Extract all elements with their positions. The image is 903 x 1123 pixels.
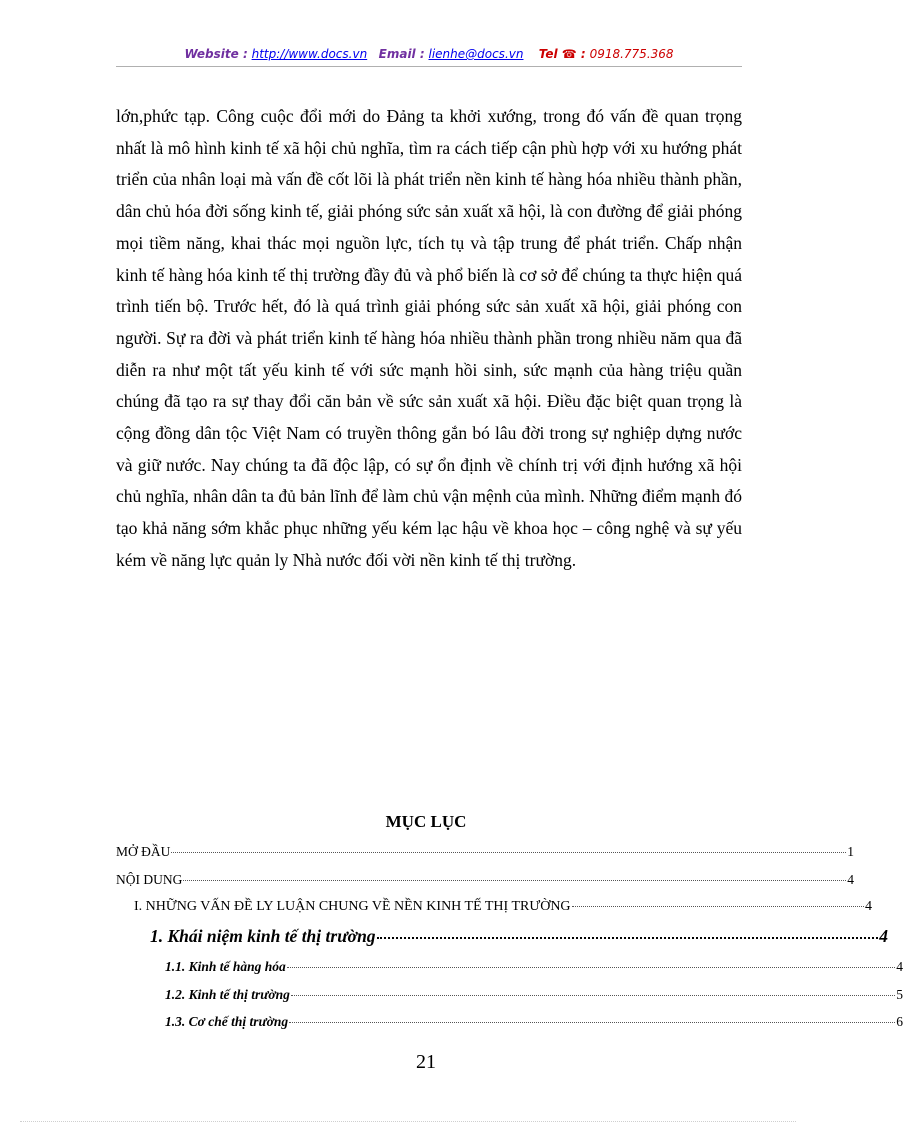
toc-entry-page: 5 (896, 987, 903, 1002)
toc-entry-label: 1. Khái niệm kinh tế thị trường (150, 926, 376, 946)
email-label: Email : (378, 47, 425, 61)
page-number: 21 (416, 1051, 436, 1073)
toc-entry-label: MỞ ĐẦU (116, 844, 171, 859)
body-paragraph: lớn,phức tạp. Công cuộc đổi mới do Đảng ta khởi xướng, trong đó vấn đề quan trọng nhất là mô hình kinh tế xã hội chủ nghĩa, tìm ra cách tiếp cận phù hợp với xu hướng phát triển của nhân loại mà vấn đề cốt lõi là phát triển nền kinh tế hàng hóa nhiều thành phần, dân chủ hóa đời sống kinh tế, giải phóng sức sản xuất xã hội, là con đường để giải phóng mọi tiềm năng, khai thác mọi nguồn lực, tích tụ và tập trung để phát triển. Chấp nhận kinh tế hàng hóa kinh tế thị trường đầy đủ và phổ biến là cơ sở để chúng ta thực hiện quá trình tiến bộ. Trước hết, đó là quá trình giải phóng sức sản xuất xã hội, giải phóng con người. Sự ra đời và phát triển kinh tế hàng hóa nhiều thành phần trong nhiều năm qua đã diễn ra như một tất yếu kinh tế với sức mạnh hồi sinh, sức mạnh của hàng triệu quần chúng đã tạo ra sự thay đổi căn bản về sức sản xuất xã hội. Điều đặc biệt quan trọng là cộng đồng dân tộc Việt Nam có truyền thông gắn bó lâu đời trong sự nghiệp dựng nước và giữ nước. Nay chúng ta đã độc lập, có sự ổn định về chính trị với định hướng xã hội chủ nghĩa, nhân dân ta đủ bản lĩnh để làm chủ vận mệnh của mình. Những điểm mạnh đó tạo khả năng sớm khắc phục những yếu kém lạc hậu về khoa học – công nghệ và sự yếu kém về năng lực quản ly Nhà nước đối vời nền kinh tế thị trường. (116, 106, 742, 570)
toc-entry-subsection-1-2[interactable] (0, 987, 903, 1003)
footer-divider (20, 1121, 796, 1122)
toc-entry-page: 4 (847, 872, 854, 887)
toc-title: MỤC LỤC (385, 812, 467, 831)
website-label: Website : (184, 47, 248, 61)
toc-entry-subsection-1-3[interactable] (0, 1014, 903, 1030)
tel-label: Tel ☎ : (538, 47, 586, 61)
toc-entry-page: 4 (879, 926, 888, 946)
email-link[interactable]: lienhe@docs.vn (428, 47, 524, 61)
toc-entry-mo-dau[interactable] (0, 844, 854, 860)
toc-entry-label: 1.1. Kinh tế hàng hóa (165, 959, 286, 974)
toc-leader (171, 852, 846, 853)
toc-leader (291, 995, 895, 996)
toc-entry-subsection-1-1[interactable] (0, 959, 903, 975)
page-header (116, 47, 742, 61)
toc-entry-page: 1 (847, 844, 854, 859)
toc-leader (183, 880, 846, 881)
toc-leader (287, 967, 895, 968)
toc-entry-noi-dung[interactable] (0, 872, 854, 888)
toc-leader (377, 937, 879, 939)
toc-entry-label: I. NHỮNG VẤN ĐỀ LY LUẬN CHUNG VỀ NỀN KINH TẾ THỊ TRƯỜNG (134, 899, 571, 914)
tel-value: 0918.775.368 (589, 47, 674, 61)
toc-entry-page: 4 (896, 959, 903, 974)
toc-entry-label: NỘI DUNG (116, 872, 183, 887)
toc-entry-label: 1.2. Kinh tế thị trường (165, 987, 290, 1002)
toc-entry-page: 6 (896, 1014, 903, 1029)
toc-leader (572, 906, 864, 907)
toc-entry-label: 1.3. Cơ chế thị trường (165, 1014, 289, 1029)
toc-entry-page: 4 (865, 899, 872, 914)
header-divider (116, 66, 742, 67)
toc-entry-section-1[interactable] (0, 899, 872, 915)
website-link[interactable]: http://www.docs.vn (251, 47, 368, 61)
toc-entry-subsection-1[interactable] (0, 926, 888, 947)
toc-leader (289, 1022, 895, 1023)
